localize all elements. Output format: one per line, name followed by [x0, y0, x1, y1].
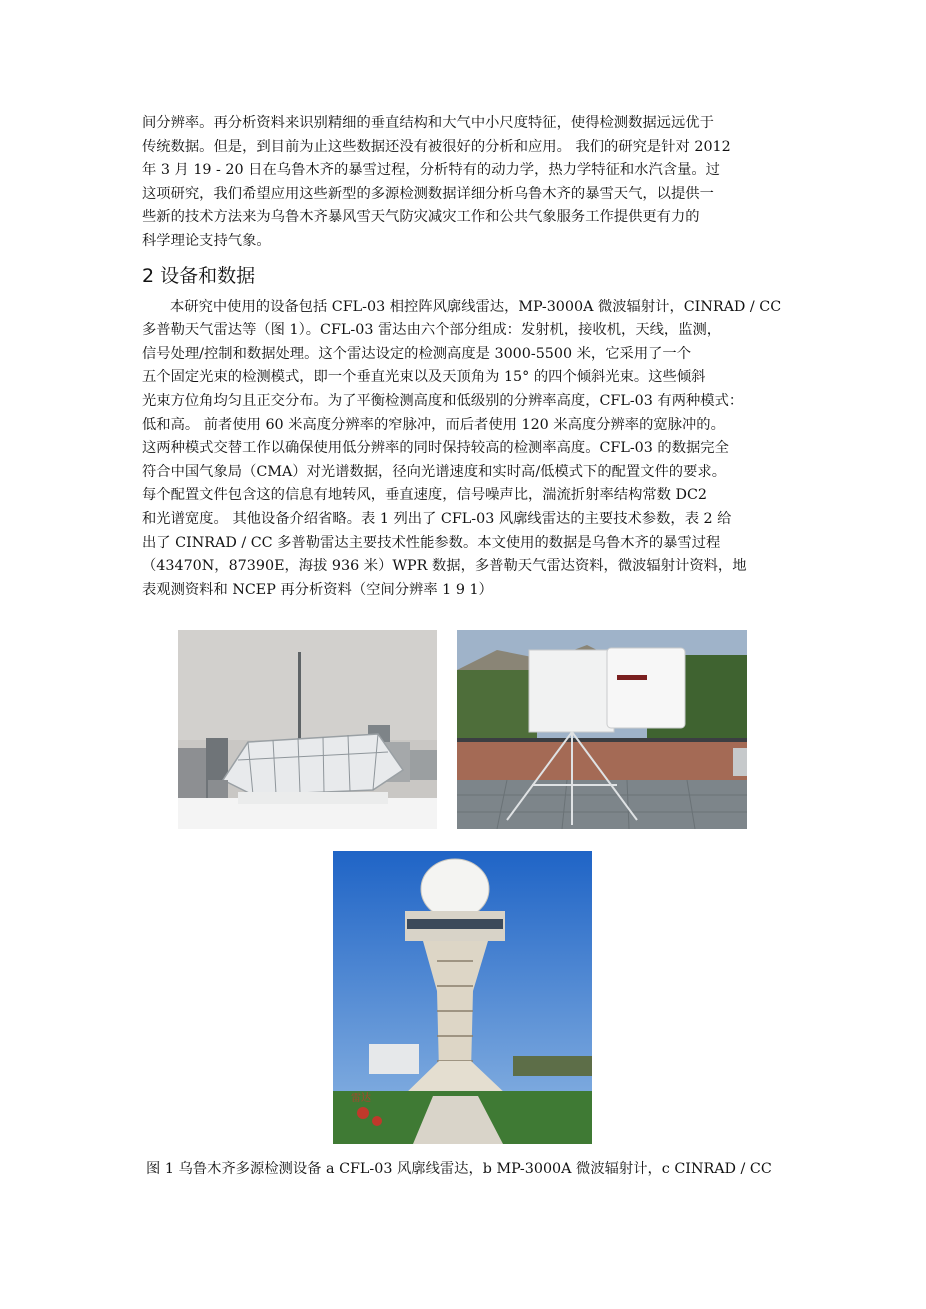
section-heading: 2 设备和数据	[142, 264, 256, 287]
text-line: 这项研究，我们希望应用这些新型的多源检测数据详细分析乌鲁木齐的暴雪天气，以提供一	[142, 185, 714, 202]
text-line: 低和高。 前者使用 60 米高度分辨率的窄脉冲，而后者使用 120 米高度分辨率的宽脉冲的。	[142, 416, 725, 433]
text-line: 间分辨率。再分析资料来识别精细的垂直结构和大气中小尺度特征，使得检测数据远远优于	[142, 115, 714, 131]
text-line: 和光谱宽度。 其他设备介绍省略。表 1 列出了 CFL-03 风廓线雷达的主要技术参数，表 2 给	[142, 510, 732, 527]
wind-profiler-radar-image	[178, 630, 437, 829]
photo-doppler-radar-tower	[333, 851, 592, 1144]
radar-logo-text: 雷达	[351, 1093, 371, 1104]
photo-microwave-radiometer	[457, 630, 747, 829]
doppler-radar-tower-image	[333, 851, 592, 1144]
text-line: 这两种模式交替工作以确保使用低分辨率的同时保持较高的检测率高度。CFL-03 的数据完全	[142, 440, 729, 457]
equipment-paragraph	[142, 296, 790, 603]
intro-paragraph	[142, 112, 790, 254]
text-line: 些新的技术方法来为乌鲁木齐暴风雪天气防灾减灾工作和公共气象服务工作提供更有力的	[142, 209, 700, 226]
text-line: 多普勒天气雷达等（图 1）。CFL-03 雷达由六个部分组成：发射机，接收机，天线，监测，	[142, 322, 722, 339]
text-line: （43470N，87390E，海拔 936 米）WPR 数据，多普勒天气雷达资料，微波辐射计资料，地	[142, 558, 747, 575]
text-line: 每个配置文件包含这的信息有地转风，垂直速度，信号噪声比，湍流折射率结构常数 DC2	[142, 487, 708, 504]
figure-caption: 图 1 乌鲁木齐多源检测设备 a CFL-03 风廓线雷达，b MP-3000A 微波辐射计，c CINRAD / CC	[146, 1161, 772, 1177]
text-line: 年 3 月 19 - 20 日在乌鲁木齐的暴雪过程，分析特有的动力学，热力学特征和水汽含量。过	[142, 162, 720, 179]
microwave-radiometer-image	[457, 630, 747, 829]
text-line: 出了 CINRAD / CC 多普勒雷达主要技术性能参数。本文使用的数据是乌鲁木齐的暴雪过程	[142, 534, 721, 551]
text-line: 信号处理/控制和数据处理。这个雷达设定的检测高度是 3000-5500 米，它采用了一个	[142, 345, 692, 362]
text-line: 符合中国气象局（CMA）对光谱数据，径向光谱速度和实时高/低模式下的配置文件的要求。	[142, 463, 726, 480]
text-line: 传统数据。但是，到目前为止这些数据还没有被很好的分析和应用。 我们的研究是针对 2012	[142, 138, 731, 155]
text-line: 科学理论支持气象。	[142, 232, 271, 249]
text-line: 光束方位角均匀且正交分布。为了平衡检测高度和低级别的分辨率高度，CFL-03 有两种模式：	[142, 392, 744, 409]
text-line: 表观测资料和 NCEP 再分析资料（空间分辨率 1 9 1）	[142, 581, 493, 598]
photo-wind-profiler-radar	[178, 630, 437, 829]
logo-strip	[617, 675, 647, 680]
page-body	[142, 112, 790, 602]
text-line: 本研究中使用的设备包括 CFL-03 相控阵风廓线雷达，MP-3000A 微波辐射计，CINRAD / CC	[170, 298, 782, 315]
text-line: 五个固定光束的检测模式，即一个垂直光束以及天顶角为 15° 的四个倾斜光束。这些倾斜	[142, 369, 706, 386]
